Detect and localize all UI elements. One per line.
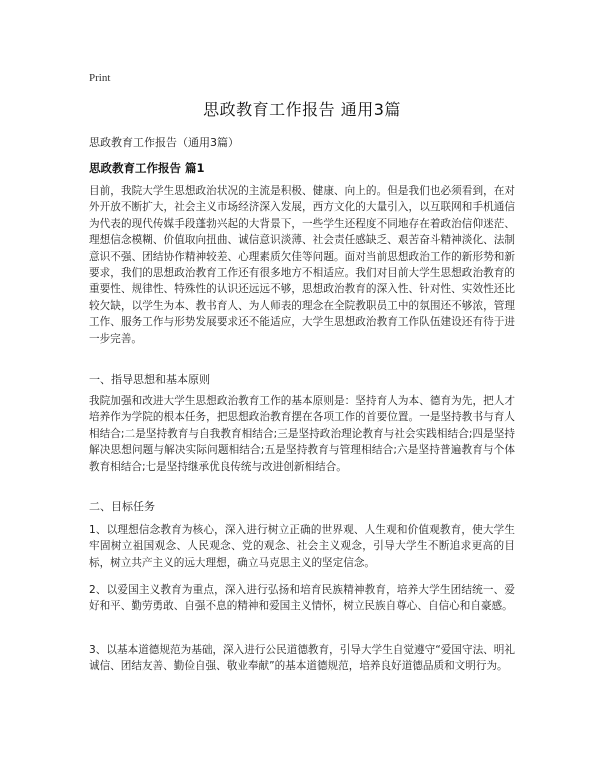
print-label: Print — [89, 72, 111, 84]
task-paragraph-1: 1、以理想信念教育为核心，深入进行树立正确的世界观、人生观和价值观教育，使大学生牢固树立祖国观念、人民观念、党的观念、社会主义观念，引导大学生不断追求更高的目标，树立共产主义的远大理想，确立马克思主义的坚定信念。 — [89, 524, 515, 569]
task-paragraph-2: 2、以爱国主义教育为重点，深入进行弘扬和培育民族精神教育，培养大学生团结统一、爱好和平、勤劳勇敢、自强不息的精神和爱国主义情怀，树立民族自尊心、自信心和自豪感。 — [89, 584, 515, 613]
intro-paragraph: 目前，我院大学生思想政治状况的主流是积极、健康、向上的。但是我们也必须看到，在对外开放不断扩大，社会主义市场经济深入发展，西方文化的大量引入，以互联网和手机通信为代表的现代传媒手段蓬勃兴起的大背景下，一些学生还程度不同地存在着政治信仰迷茫、理想信念模糊、价值取向扭曲、诚信意识淡薄、社会责任感缺乏、艰苦奋斗精神淡化、法制意识不强、团结协作精神较差、心理素质欠佳等问题。面对当前思想政治工作的新形势和新要求，我们的思想政治教育工作还有很多地方不相适应。我们对目前大学生思想政治教育的重要性、规律性、特殊性的认识还远远不够，思想政治教育的深入性、针对性、实效性还比较欠缺，以学生为本、教书育人、为人师表的理念在全院教职员工中的氛围还不够浓，管理工作、服务工作与形势发展要求还不能适应，大学生思想政治教育工作队伍建设还有待于进一步完善。 — [89, 185, 515, 345]
section-title: 思政教育工作报告 篇1 — [89, 161, 205, 175]
document-title: 思政教育工作报告 通用3篇 — [203, 100, 401, 119]
document-subtitle: 思政教育工作报告（通用3篇） — [89, 136, 239, 149]
heading-guiding-principles: 一、指导思想和基本原则 — [89, 373, 210, 386]
task-paragraph-3: 3、以基本道德规范为基础，深入进行公民道德教育，引导大学生自觉遵守“爱国守法、明礼诚信、团结友善、勤俭自强、敬业奉献”的基本道德规范，培养良好道德品质和文明行为。 — [89, 644, 515, 673]
heading-goals-tasks: 二、目标任务 — [89, 500, 155, 513]
principles-paragraph: 我院加强和改进大学生思想政治教育工作的基本原则是：坚持育人为本、德育为先，把人才培养作为学院的根本任务，把思想政治教育摆在各项工作的首要位置。一是坚持教书与育人相结合;二是坚持教育与自我教育相结合;三是坚持政治理论教育与社会实践相结合;四是坚持解决思想问题与解决实际问题相结合;五是坚持教育与管理相结合;六是坚持普遍教育与个体教育相结合;七是坚持继承优良传统与改进创新相结合。 — [89, 395, 515, 473]
